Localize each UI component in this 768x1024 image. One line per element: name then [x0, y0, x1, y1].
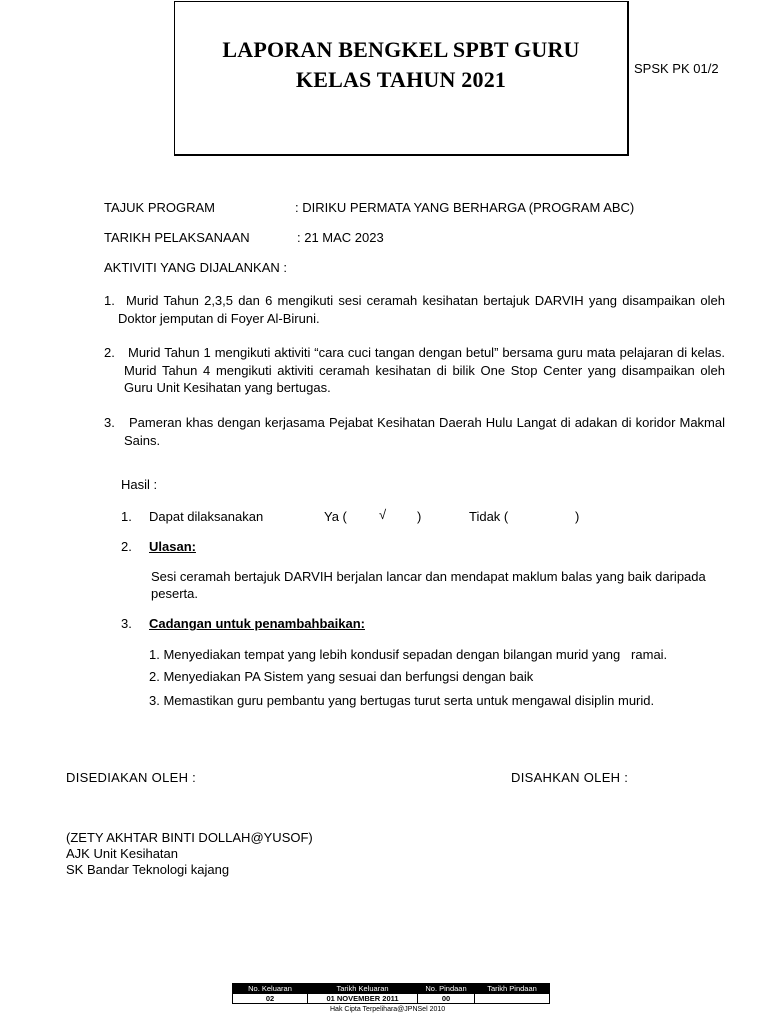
- value-cell: 01 NOVEMBER 2011: [308, 994, 418, 1004]
- header-cell: Tarikh Pindaan: [475, 984, 550, 994]
- header-cell: No. Keluaran: [233, 984, 308, 994]
- result-item-3-number: 3.: [121, 616, 132, 631]
- program-title-value: : DIRIKU PERMATA YANG BERHARGA (PROGRAM ABC): [295, 200, 635, 215]
- document-code: SPSK PK 01/2: [634, 61, 719, 76]
- program-title-label: TAJUK PROGRAM: [104, 200, 215, 215]
- suggestion-item-1: 1. Menyediakan tempat yang lebih kondusif sepadan dengan bilangan murid yang ramai.: [149, 647, 668, 662]
- activity-number: 2.: [104, 345, 115, 360]
- no-option-close: ): [575, 509, 580, 524]
- revision-table: [232, 983, 550, 1004]
- prepared-by-label: DISEDIAKAN OLEH :: [66, 770, 197, 785]
- activity-text: Pameran khas dengan kerjasama Pejabat Kesihatan Daerah Hulu Langat di adakan di koridor Makmal Sains.: [124, 415, 725, 448]
- activity-item-2: [104, 344, 725, 397]
- no-option-label: Tidak (: [469, 509, 509, 524]
- copyright-notice: Hak Cipta Terpelihara@JPNSel 2010: [330, 1006, 446, 1013]
- activity-text: Murid Tahun 2,3,5 dan 6 mengikuti sesi ceramah kesihatan bertajuk DARVIH yang disampaikan oleh Doktor jemputan di Foyer Al-Biruni.: [118, 293, 725, 326]
- review-heading: Ulasan:: [149, 539, 196, 554]
- activity-number: 1.: [104, 293, 115, 308]
- preparer-name: (ZETY AKHTAR BINTI DOLLAH@YUSOF): [66, 830, 313, 845]
- activity-item-1: [104, 292, 725, 327]
- value-cell: 02: [233, 994, 308, 1004]
- suggestions-heading: Cadangan untuk penambahbaikan:: [149, 616, 365, 631]
- header-cell: No. Pindaan: [418, 984, 475, 994]
- program-date-value: : 21 MAC 2023: [297, 230, 384, 245]
- preparer-role: AJK Unit Kesihatan: [66, 846, 179, 861]
- value-cell: 00: [418, 994, 475, 1004]
- approved-by-label: DISAHKAN OLEH :: [511, 770, 629, 785]
- result-label: Hasil :: [121, 477, 158, 492]
- activity-item-3: [104, 414, 725, 449]
- title-line-1: LAPORAN BENGKEL SPBT GURU: [222, 37, 580, 62]
- result-item-1-number: 1.: [121, 509, 132, 524]
- report-title: [175, 35, 627, 95]
- suggestion-item-2: 2. Menyediakan PA Sistem yang sesuai dan berfungsi dengan baik: [149, 669, 534, 684]
- yes-option-label: Ya (: [324, 509, 347, 524]
- suggestion-item-3: 3. Memastikan guru pembantu yang bertugas turut serta untuk mengawal disiplin murid.: [149, 693, 655, 708]
- review-text: Sesi ceramah bertajuk DARVIH berjalan lancar dan mendapat maklum balas yang baik daripada peserta.: [151, 569, 706, 601]
- revision-table-header: [233, 984, 550, 994]
- program-date-label: TARIKH PELAKSANAAN: [104, 230, 250, 245]
- result-item-1-text: Dapat dilaksanakan: [149, 509, 264, 524]
- activity-number: 3.: [104, 415, 115, 430]
- title-line-2: KELAS TAHUN 2021: [295, 67, 507, 92]
- yes-option-close: ): [417, 509, 422, 524]
- header-cell: Tarikh Keluaran: [308, 984, 418, 994]
- value-cell: [475, 994, 550, 1004]
- revision-table-row: [233, 994, 550, 1004]
- yes-checkmark: √: [379, 507, 387, 522]
- activities-label: AKTIVITI YANG DIJALANKAN :: [104, 260, 288, 275]
- title-box: [174, 1, 629, 156]
- preparer-school: SK Bandar Teknologi kajang: [66, 862, 230, 877]
- activity-text: Murid Tahun 1 mengikuti aktiviti “cara cuci tangan dengan betul” bersama guru mata pelajaran di kelas. Murid Tahun 4 mengikuti aktiviti ceramah kesihatan di bilik One Stop Center yang disampaikan oleh Guru Unit Kesihatan yang bertugas.: [124, 345, 725, 395]
- result-item-2-number: 2.: [121, 539, 132, 554]
